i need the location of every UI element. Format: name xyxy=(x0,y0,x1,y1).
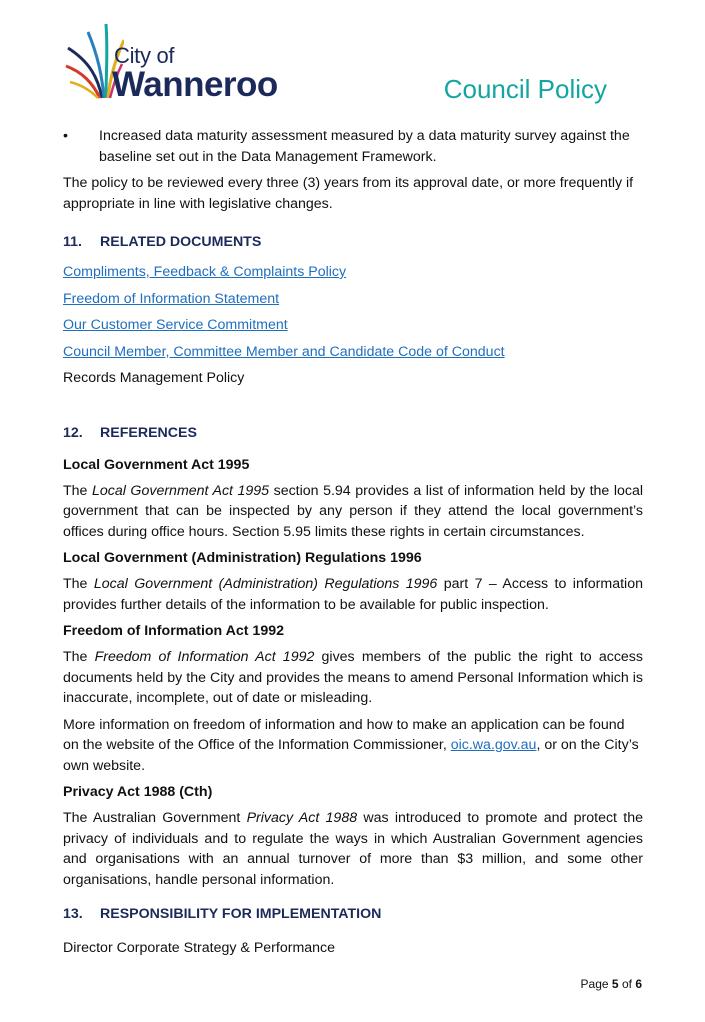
bullet-text: Increased data maturity assessment measured by a data maturity survey against the baseline set out in the Data Management Framework. xyxy=(99,128,630,165)
foi-more-info-paragraph: More information on freedom of information and how to make an application can be found on the website of the Office of the Information Commissioner, oic.wa.gov.au, or on the City’s own website. xyxy=(63,716,639,774)
section-13-number: 13. xyxy=(63,906,83,922)
admin-regulations-paragraph: The Local Government (Administration) Regulations 1996 part 7 – Access to information provides further details of the information to be available for public inspection. xyxy=(63,576,643,613)
foi-heading: Freedom of Information Act 1992 xyxy=(63,623,284,639)
link-code-of-conduct[interactable]: Council Member, Committee Member and Candidate Code of Conduct xyxy=(63,343,505,360)
link-complaints-policy[interactable]: Compliments, Feedback & Complaints Policy xyxy=(63,264,347,280)
bullet-item xyxy=(63,126,643,167)
admin-regulations-heading: Local Government (Administration) Regulations 1996 xyxy=(63,550,422,566)
lga-paragraph: The Local Government Act 1995 section 5.94 provides a list of information held by the local government that can be inspected by any person if they attend the local government’s offices during office hours. Section 5.95 limits these rights in certain circumstances. xyxy=(63,482,643,540)
oic-link[interactable]: oic.wa.gov.au xyxy=(450,737,537,753)
section-12-title: REFERENCES xyxy=(100,424,197,441)
logo-wanneroo: Wanneroo xyxy=(112,65,278,104)
responsibility-text: Director Corporate Strategy & Performance xyxy=(63,940,336,956)
section-12-number: 12. xyxy=(63,424,83,441)
section-11-number: 11. xyxy=(63,234,82,250)
page-number: Page 5 of 6 xyxy=(580,977,642,991)
city-of-wanneroo-logo xyxy=(64,18,294,102)
privacy-act-heading: Privacy Act 1988 (Cth) xyxy=(63,784,213,800)
document-type-title: Council Policy xyxy=(443,74,607,104)
bullet-marker: • xyxy=(63,128,68,144)
related-documents-list xyxy=(63,262,643,389)
section-13-title: RESPONSIBILITY FOR IMPLEMENTATION xyxy=(100,906,382,922)
logo-city-of: City of xyxy=(114,43,175,68)
foi-paragraph: The Freedom of Information Act 1992 gives members of the public the right to access documents held by the City and provides the means to amend Personal Information which is inaccurate, incomplete, out of date or misleading. xyxy=(63,649,643,706)
section-11-title: RELATED DOCUMENTS xyxy=(100,234,262,250)
section-11-heading xyxy=(63,232,643,252)
link-foi-statement[interactable]: Freedom of Information Statement xyxy=(63,290,280,307)
lga-heading: Local Government Act 1995 xyxy=(63,456,250,473)
section-13-heading xyxy=(63,904,643,924)
review-paragraph: The policy to be reviewed every three (3) years from its approval date, or more frequently if appropriate in line with legislative changes. xyxy=(63,175,634,212)
section-12-heading xyxy=(63,423,643,443)
privacy-act-paragraph: The Australian Government Privacy Act 1988 was introduced to promote and protect the privacy of individuals and to regulate the ways in which Australian Government agencies and organisations with an annual turnover of more than $3 million, and some other organisations, handle personal information. xyxy=(63,810,643,888)
document-body xyxy=(63,126,643,965)
records-management-policy: Records Management Policy xyxy=(63,370,245,386)
link-customer-service-commitment[interactable]: Our Customer Service Commitment xyxy=(63,317,288,333)
